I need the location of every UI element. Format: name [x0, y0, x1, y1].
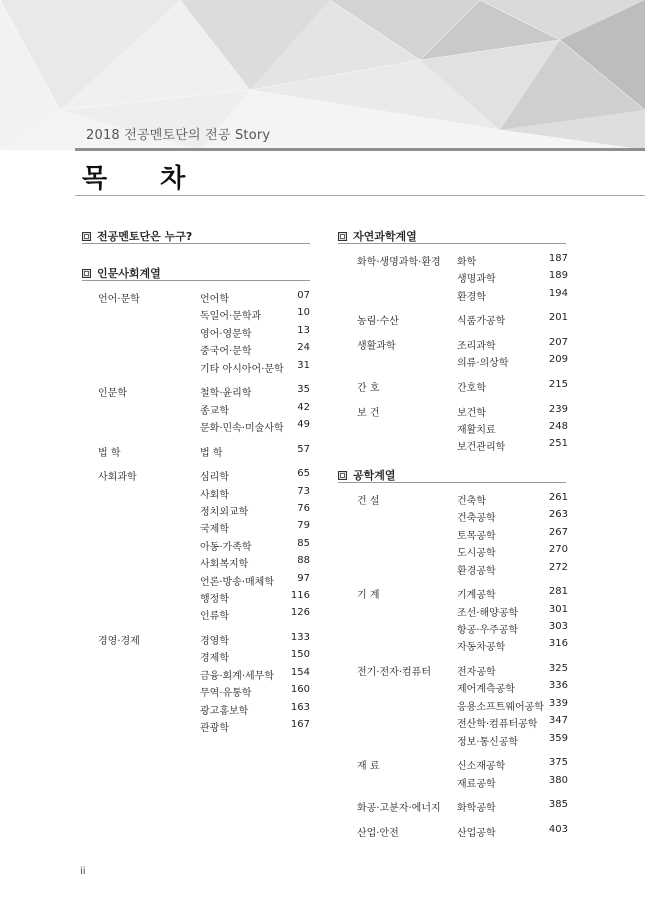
toc-entry-link[interactable]: 산업공학: [457, 827, 496, 839]
toc-entry-link[interactable]: 신소재공학: [457, 761, 506, 773]
section-underline: [338, 482, 566, 483]
toc-entry-link[interactable]: 국제학: [200, 524, 229, 536]
header-rule: [75, 148, 645, 151]
book-subtitle: 2018 전공멘토단의 전공 Story: [86, 128, 271, 143]
toc-page-number: 251: [548, 438, 568, 450]
toc-page-number: 261: [548, 492, 568, 503]
toc-page-number: 380: [548, 774, 568, 786]
toc-page-number: 303: [548, 621, 568, 632]
toc-page-number: 116: [290, 590, 310, 601]
toc-entry-link[interactable]: 종교학: [200, 405, 229, 417]
toc-entry-link[interactable]: 의류·의상학: [457, 358, 509, 370]
toc-entry-link[interactable]: 금융·회계·세무학: [200, 670, 274, 682]
toc-entry-link[interactable]: 조선·해양공학: [457, 607, 519, 619]
toc-entry-link[interactable]: 경영학: [200, 636, 229, 647]
toc-entry-link[interactable]: 언론·방송·매체학: [200, 576, 274, 588]
toc-page-number: 154: [290, 666, 310, 678]
toc-entry-link[interactable]: 제어계측공학: [457, 684, 515, 696]
toc-entry-link[interactable]: 건축학: [457, 496, 486, 507]
toc-entry-link[interactable]: 도시공학: [457, 548, 496, 560]
toc-page-number: 194: [548, 287, 568, 299]
toc-entry-link[interactable]: 환경학: [457, 291, 486, 303]
toc-entry-link[interactable]: 생명과학: [457, 274, 496, 286]
toc-page-number: 189: [548, 270, 568, 282]
toc-page-number: 339: [548, 697, 568, 709]
toc-page-number: 301: [548, 603, 568, 615]
toc-entry-link[interactable]: 항공·우주공학: [457, 625, 519, 636]
toc-entry-link[interactable]: 전산학·컴퓨터공학: [457, 719, 538, 731]
toc-entry-link[interactable]: 독일어·문학과: [200, 311, 262, 323]
toc-page-number: 35: [297, 384, 310, 396]
toc-group-name: 화공·고분자·에너지: [357, 803, 441, 815]
page-number: ii: [80, 866, 86, 877]
toc-page-number: 79: [297, 520, 310, 532]
section-underline: [82, 243, 310, 244]
toc-entry-link[interactable]: 기타 아시아어·문학: [200, 363, 284, 375]
toc-page-number: 76: [297, 503, 310, 514]
section-underline: [338, 243, 566, 244]
toc-entry-link[interactable]: 중국어·문학: [200, 346, 252, 358]
toc-section-title: 공학계열: [353, 469, 396, 482]
toc-group-name: 법 학: [98, 447, 121, 459]
page-title: 목 차: [82, 164, 208, 194]
toc-page-number: 375: [548, 757, 568, 769]
toc-entry-link[interactable]: 보건관리학: [457, 442, 506, 454]
toc-entry-link[interactable]: 재료공학: [457, 778, 496, 790]
toc-entry-link[interactable]: 정보·통신공학: [457, 736, 519, 748]
toc-page-number: 13: [297, 324, 310, 336]
toc-section-title: 전공멘토단은 누구?: [97, 230, 193, 243]
toc-page-number: 336: [548, 680, 568, 692]
toc-entry-link[interactable]: 환경공학: [457, 565, 496, 577]
toc-entry-link[interactable]: 전자공학: [457, 667, 496, 678]
toc-section-heading: [82, 265, 161, 281]
toc-entry-link[interactable]: 법 학: [200, 447, 223, 459]
toc-entry-link[interactable]: 기계공학: [457, 590, 496, 602]
toc-page-number: 57: [297, 443, 310, 455]
toc-page-number: 272: [548, 561, 568, 573]
toc-page-number: 97: [297, 572, 310, 584]
toc-entry-link[interactable]: 간호학: [457, 383, 486, 394]
toc-section-title: 인문사회계열: [97, 267, 161, 280]
toc-page-number: 316: [548, 638, 568, 650]
toc-entry-link[interactable]: 행정학: [200, 594, 229, 605]
toc-group-name: 사회과학: [98, 472, 137, 484]
toc-page-number: 209: [548, 354, 568, 366]
toc-entry-link[interactable]: 정치외교학: [200, 507, 249, 518]
toc-page-number: 281: [548, 586, 568, 598]
title-rule: [75, 195, 645, 196]
toc-group-name: 농림·수산: [357, 316, 399, 328]
toc-page-number: 347: [548, 715, 568, 727]
toc-page-number: 267: [548, 526, 568, 538]
section-underline: [82, 280, 310, 281]
toc-entry-link[interactable]: 응용소프트웨어공학: [457, 701, 544, 713]
square-bullet-icon: [82, 269, 91, 278]
toc-page-number: 385: [548, 799, 568, 811]
toc-page-number: 160: [290, 684, 310, 696]
toc-page-number: 263: [548, 509, 568, 521]
toc-group-name: 화학·생명과학·환경: [357, 257, 441, 268]
toc-entry-link[interactable]: 광고홍보학: [200, 705, 249, 717]
toc-section-heading: [338, 467, 396, 483]
toc-entry-link[interactable]: 건축공학: [457, 513, 496, 525]
toc-entry-link[interactable]: 관광학: [200, 723, 229, 734]
toc-page-number: 49: [297, 419, 310, 430]
toc-page-number: 133: [290, 632, 310, 643]
toc-page-number: 88: [297, 555, 310, 567]
toc-group-name: 전기·전자·컴퓨터: [357, 667, 431, 678]
toc-page-number: 215: [548, 379, 568, 390]
toc-group-name: 생활과학: [357, 341, 396, 352]
toc-group-name: 건 설: [357, 496, 380, 507]
toc-entry-link[interactable]: 화학공학: [457, 803, 496, 815]
toc-group-name: 간 호: [357, 383, 380, 394]
square-bullet-icon: [338, 232, 347, 241]
toc-page-number: 239: [548, 403, 568, 415]
toc-entry-link[interactable]: 화학: [457, 257, 477, 268]
toc-entry-link[interactable]: 자동차공학: [457, 642, 506, 654]
toc-page-number: 126: [290, 607, 310, 619]
toc-entry-link[interactable]: 사회학: [200, 489, 229, 501]
toc-page-number: 85: [297, 537, 310, 549]
toc-page-number: 248: [548, 421, 568, 432]
toc-entry-link[interactable]: 보건학: [457, 407, 486, 419]
toc-entry-link[interactable]: 철학·윤리학: [200, 388, 252, 400]
toc-entry-link[interactable]: 아동·가족학: [200, 541, 252, 553]
toc-entry-link[interactable]: 사회복지학: [200, 559, 249, 571]
toc-entry-link[interactable]: 조리과학: [457, 341, 496, 352]
toc-page-number: 65: [297, 468, 310, 480]
toc-section-title: 자연과학계열: [353, 230, 417, 243]
toc-entry-link[interactable]: 문화·민속·미술사학: [200, 423, 284, 434]
toc-section-heading: [338, 228, 417, 244]
toc-page-number: 325: [548, 663, 568, 674]
toc-group-name: 산업·안전: [357, 827, 399, 839]
toc-entry-link[interactable]: 인류학: [200, 611, 229, 623]
toc-group-name: 언어·문학: [98, 294, 140, 305]
toc-group-name: 인문학: [98, 388, 127, 400]
toc-page-number: 201: [548, 312, 568, 324]
toc-entry-link[interactable]: 경제학: [200, 653, 229, 665]
toc-page-number: 24: [297, 342, 310, 354]
toc-entry-link[interactable]: 토목공학: [457, 530, 496, 542]
toc-page-number: 359: [548, 732, 568, 744]
toc-page-number: 31: [297, 359, 310, 371]
toc-entry-link[interactable]: 식품가공학: [457, 316, 506, 328]
toc-entry-link[interactable]: 언어학: [200, 294, 229, 305]
toc-group-name: 재 료: [357, 761, 380, 773]
toc-page-number: 07: [297, 290, 310, 301]
toc-page-number: 42: [297, 401, 310, 413]
square-bullet-icon: [82, 232, 91, 241]
toc-page-number: 207: [548, 337, 568, 348]
toc-page-number: 270: [548, 544, 568, 556]
toc-entry-link[interactable]: 영어·영문학: [200, 328, 252, 340]
toc-section-heading: [82, 228, 192, 244]
toc-group-name: 기 계: [357, 590, 380, 602]
square-bullet-icon: [338, 471, 347, 480]
toc-page-number: 73: [297, 485, 310, 497]
toc-entry-link[interactable]: 재활치료: [457, 425, 496, 436]
toc-group-name: 경영·경제: [98, 636, 140, 647]
toc-group-name: 보 건: [357, 407, 380, 419]
toc-page-number: 167: [290, 719, 310, 730]
toc-page-number: 10: [297, 307, 310, 319]
toc-entry-link[interactable]: 심리학: [200, 472, 229, 484]
toc-entry-link[interactable]: 무역·유통학: [200, 688, 252, 700]
toc-page-number: 187: [548, 253, 568, 264]
toc-page-number: 150: [290, 649, 310, 661]
toc-page-number: 163: [290, 701, 310, 713]
toc-page-number: 403: [548, 823, 568, 835]
